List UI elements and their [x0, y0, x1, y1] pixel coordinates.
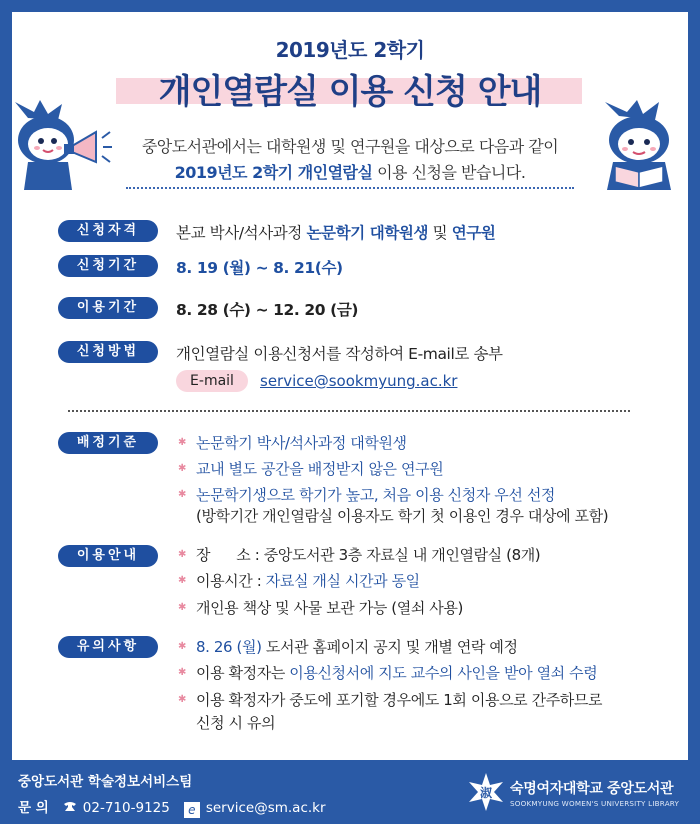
allocation-note: (방학기간 개인열람실 이용자도 학기 첫 이용인 경우 대상에 포함): [196, 507, 609, 525]
qualification-hl1: 논문학기 대학원생: [306, 224, 429, 242]
notes-item-1-rest: 도서관 홈페이지 공지 및 개별 연락 예정: [261, 638, 518, 656]
section-divider: [68, 410, 630, 412]
intro-line-1: 중앙도서관에서는 대학원생 및 연구원을 대상으로 다음과 같이: [141, 137, 559, 156]
allocation-item-1: 논문학기 박사/석사과정 대학원생: [196, 434, 407, 452]
university-logo-icon: [466, 772, 506, 812]
intro-rest: 이용 신청을 받습니다.: [372, 163, 526, 182]
use-period-value: 8. 28 (수) ~ 12. 20 (금): [176, 301, 359, 319]
notes-item-1: [196, 636, 518, 657]
bullet-icon: ✱: [178, 463, 187, 474]
qualification-hl2: 연구원: [451, 224, 496, 242]
phone-icon: [63, 801, 77, 813]
allocation-item-2: 교내 별도 공간을 배정받지 않은 연구원: [196, 460, 444, 478]
intro-highlight: 2019년도 2학기 개인열람실: [174, 163, 373, 182]
bullet-icon: ✱: [178, 437, 187, 448]
label-notes: 유의사항: [58, 636, 158, 658]
label-apply-period: 신청기간: [58, 255, 158, 277]
usage-storage: 개인용 책상 및 사물 보관 가능 (열쇠 사용): [196, 599, 463, 617]
bullet-icon: ✱: [178, 694, 187, 705]
email-label-badge: E-mail: [176, 370, 248, 392]
label-method: 신청방법: [58, 341, 158, 363]
qualification-pre: 본교 박사/석사과정: [176, 224, 307, 242]
intro-line-2: [0, 160, 700, 183]
bullet-icon: ✱: [178, 575, 187, 586]
notes-item-3-line-1: 이용 확정자가 중도에 포기할 경우에도 1회 이용으로 간주하므로: [196, 691, 603, 709]
label-use-period: 이용기간: [58, 297, 158, 319]
method-text: 개인열람실 이용신청서를 작성하여 E-mail로 송부: [176, 345, 503, 363]
label-allocation: 배정기준: [58, 432, 158, 454]
notes-item-2-pre: 이용 확정자는: [196, 664, 290, 682]
footer-brand: 숙명여자대학교 중앙도서관: [510, 781, 674, 797]
year-title: 2019년도 2학기: [275, 38, 425, 62]
qualification-mid: 및: [428, 224, 452, 242]
footer-contact-label: 문 의: [18, 800, 49, 816]
usage-time-value: 자료실 개실 시간과 동일: [265, 572, 420, 590]
footer-team: 중앙도서관 학술정보서비스팀: [18, 774, 193, 790]
usage-place: 장 소 : 중앙도서관 3층 자료실 내 개인열람실 (8개): [196, 546, 541, 564]
bullet-icon: ✱: [178, 549, 187, 560]
footer-email[interactable]: service@sm.ac.kr: [205, 800, 326, 816]
allocation-item-3: 논문학기생으로 학기가 높고, 처음 이용 신청자 우선 선정: [196, 486, 556, 504]
usage-time-label: 이용시간: [196, 572, 253, 590]
bullet-icon: ✱: [178, 602, 187, 613]
footer-contact: [18, 796, 326, 818]
usage-time: 이용시간 : 자료실 개실 시간과 동일: [196, 572, 420, 590]
notes-item-2-hl: 이용신청서에 지도 교수의 사인을 받아 열쇠 수령: [289, 664, 598, 682]
apply-period-value: [176, 256, 343, 278]
bullet-icon: ✱: [178, 641, 187, 652]
footer-phone[interactable]: 02-710-9125: [82, 800, 170, 816]
apply-period-date: 8. 19 (월) ~ 8. 21(수): [176, 259, 343, 277]
label-qualification: 신청자격: [58, 220, 158, 242]
main-title: 개인열람실 이용 신청 안내: [158, 72, 542, 112]
footer-brand-en: SOOKMYUNG WOMEN'S UNIVERSITY LIBRARY: [510, 799, 680, 808]
notes-item-3-line-2: 신청 시 유의: [196, 714, 276, 732]
bullet-icon: ✱: [178, 667, 187, 678]
university-logo-text: 淑: [479, 786, 493, 800]
qualification-text: [176, 221, 495, 243]
email-link[interactable]: service@sookmyung.ac.kr: [260, 372, 458, 390]
notes-item-2: [196, 662, 597, 683]
notes-item-1-date: 8. 26 (월): [196, 638, 262, 656]
usage-place-label: 장 소: [196, 546, 251, 564]
label-usage: 이용안내: [58, 545, 158, 567]
email-icon: e: [184, 802, 200, 818]
usage-place-value: 중앙도서관 3층 자료실 내 개인열람실 (8개): [263, 546, 541, 564]
intro-divider: [126, 187, 574, 189]
bullet-icon: ✱: [178, 489, 187, 500]
